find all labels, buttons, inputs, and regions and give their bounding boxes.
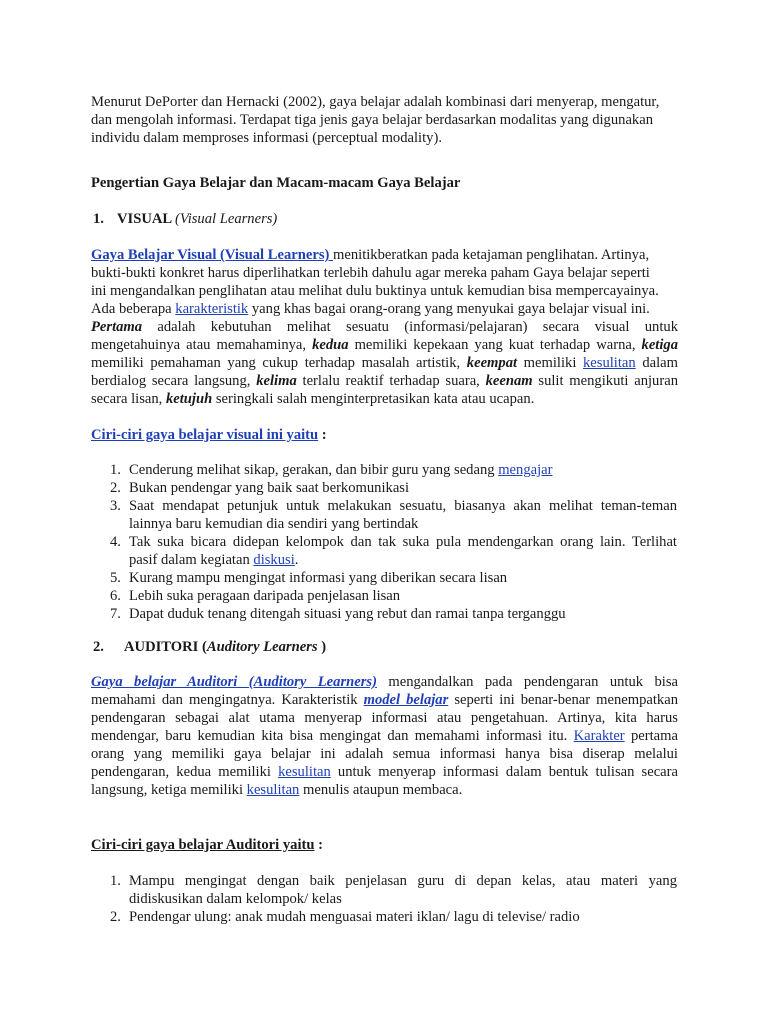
list-text: Saat mendapat petunjuk untuk melakukan sesuatu, biasanya akan melihat teman-teman — [129, 498, 677, 514]
visual-heading-title: VISUAL — [117, 211, 172, 227]
auditori-line-2 — [91, 691, 678, 709]
list-item — [110, 872, 677, 908]
list-number: 7. — [110, 606, 121, 622]
list-number: 6. — [110, 588, 121, 604]
diskusi-link[interactable]: diskusi — [253, 552, 295, 568]
list-number: 1. — [110, 462, 121, 478]
visual-ciri-heading — [91, 426, 678, 444]
list-item — [110, 908, 677, 926]
visual-line-5 — [91, 318, 678, 336]
list-text-line-2 — [129, 551, 677, 569]
visual-heading-number: 1. — [93, 211, 104, 227]
auditori-line-5: orang yang memiliki gaya belajar ini adalah semua informasi hanya bisa diserap melalui — [91, 746, 678, 762]
word-keempat: keempat — [466, 355, 518, 371]
list-item — [110, 569, 677, 587]
auditori-line-6-a: pendengaran, kedua memiliki — [91, 764, 279, 780]
list-number: 4. — [110, 534, 121, 550]
word-kedua: kedua — [312, 337, 349, 353]
auditori-line-2-b: seperti ini benar-benar menempatkan — [448, 692, 678, 708]
intro-paragraph — [91, 93, 678, 147]
auditori-heading-title: AUDITORI ( — [124, 639, 207, 655]
auditori-line-4 — [91, 727, 678, 745]
list-number: 3. — [110, 498, 121, 514]
list-text-line-2: didiskusikan dalam kelompok/ kelas — [129, 891, 342, 907]
visual-line-7-c: dalam — [635, 355, 678, 371]
intro-line-1: Menurut DePorter dan Hernacki (2002), gaya belajar adalah kombinasi dari menyerap, mengatur, — [91, 94, 660, 110]
visual-paragraph — [91, 246, 678, 408]
list-number: 5. — [110, 570, 121, 586]
visual-line-1-text: menitikberatkan pada ketajaman penglihatan. Artinya, — [333, 247, 650, 263]
visual-ciri-colon: : — [318, 427, 327, 443]
auditori-title-link[interactable]: Gaya belajar Auditori (Auditory Learners) — [91, 674, 377, 690]
visual-line-1 — [91, 246, 678, 264]
auditori-ciri-text: Ciri-ciri gaya belajar Auditori yaitu — [91, 837, 315, 853]
list-item — [110, 461, 677, 479]
auditori-heading-number: 2. — [93, 639, 104, 655]
list-text: Kurang mampu mengingat informasi yang diberikan secara lisan — [129, 570, 508, 586]
auditori-characteristics-list — [110, 872, 677, 926]
kesulitan-link-1[interactable]: kesulitan — [583, 355, 636, 371]
word-kelima: kelima — [256, 373, 297, 389]
list-text: Mampu mengingat dengan baik penjelasan guru di depan kelas, atau materi yang — [129, 873, 677, 889]
list-text: Tak suka bicara didepan kelompok dan tak suka pula mendengarkan orang lain. Terlihat — [129, 534, 677, 550]
intro-line-3: individu dalam memproses informasi (perceptual modality). — [91, 130, 442, 146]
list-text-line-2-a: pasif dalam kegiatan — [129, 552, 254, 568]
list-item — [110, 605, 677, 623]
visual-line-7-a: memiliki pemahaman yang cukup terhadap masalah artistik, — [91, 355, 467, 371]
visual-line-9-b: seringkali salah menginterpretasikan kata atau ucapan. — [212, 391, 535, 407]
model-belajar-link[interactable]: model belajar — [363, 692, 449, 708]
visual-title-link[interactable]: Gaya Belajar Visual (Visual Learners) — [91, 247, 334, 263]
auditori-line-4-b: pertama — [624, 728, 678, 744]
auditori-line-7-a: langsung, ketiga memiliki — [91, 782, 247, 798]
auditori-line-4-a: mendengar, baru kemudian kita bisa mengingat dan memahami informasi itu. — [91, 728, 574, 744]
visual-line-9-a: secara lisan, — [91, 391, 166, 407]
auditori-line-6 — [91, 763, 678, 781]
visual-heading-subtitle: (Visual Learners) — [175, 211, 278, 227]
word-pertama: Pertama — [91, 319, 143, 335]
auditori-paragraph — [91, 673, 678, 799]
list-item — [110, 533, 677, 569]
visual-line-3: ini mengandalkan penglihatan atau melihat dulu buktinya untuk kemudian bisa mempercayainya. — [91, 283, 659, 299]
visual-heading — [93, 210, 680, 228]
mengajar-link[interactable]: mengajar — [498, 462, 553, 478]
visual-line-6-a: mengetahuinya atau memahaminya, — [91, 337, 313, 353]
visual-line-9 — [91, 390, 678, 408]
visual-line-8-a: berdialog secara langsung, — [91, 373, 257, 389]
kesulitan-link-3[interactable]: kesulitan — [246, 782, 300, 798]
list-text-line-2: lainnya baru kemudian dia sendiri yang bertindak — [129, 516, 419, 532]
list-text: Pendengar ulung: anak mudah menguasai materi iklan/ lagu di televise/ radio — [129, 909, 580, 925]
auditori-heading — [93, 638, 680, 656]
list-text: Dapat duduk tenang ditengah situasi yang rebut dan ramai tanpa terganggu — [129, 606, 566, 622]
auditori-line-2-a: memahami dan mengingatnya. Karakteristik — [91, 692, 364, 708]
visual-line-2: bukti-bukti konkret harus diperlihatkan terlebih dahulu agar mereka paham Gaya belajar seperti — [91, 265, 650, 281]
list-text-line-2-b: . — [294, 552, 299, 568]
auditori-line-3: pendengaran sebagai alat utama menyerap informasi atau pengetahuan. Artinya, kita harus — [91, 710, 678, 726]
auditori-ciri-heading — [91, 836, 678, 854]
list-item — [110, 587, 677, 605]
list-item — [110, 497, 677, 533]
karakter-link[interactable]: Karakter — [573, 728, 625, 744]
visual-line-7 — [91, 354, 678, 372]
visual-line-8 — [91, 372, 678, 390]
visual-line-4-a: Ada beberapa — [91, 301, 176, 317]
visual-line-8-c: sulit mengikuti anjuran — [532, 373, 678, 389]
list-text: Lebih suka peragaan daripada penjelasan lisan — [129, 588, 401, 604]
kesulitan-link-2[interactable]: kesulitan — [278, 764, 331, 780]
karakteristik-link[interactable]: karakteristik — [175, 301, 249, 317]
auditori-line-7 — [91, 781, 678, 799]
visual-line-4-b: yang khas bagai orang-orang yang menyukai gaya belajar visual ini. — [248, 301, 650, 317]
section-title: Pengertian Gaya Belajar dan Macam-macam Gaya Belajar — [91, 175, 461, 191]
visual-line-8-b: terlalu reaktif terhadap suara, — [296, 373, 486, 389]
intro-line-2: dan mengolah informasi. Terdapat tiga jenis gaya belajar berdasarkan modalitas yang digunakan — [91, 112, 653, 128]
auditori-line-1-text: mengandalkan pada pendengaran untuk bisa — [376, 674, 678, 690]
list-item — [110, 479, 677, 497]
list-number: 1. — [110, 873, 121, 889]
word-ketiga: ketiga — [641, 337, 678, 353]
visual-line-4 — [91, 300, 678, 318]
visual-line-6 — [91, 336, 678, 354]
auditori-heading-subtitle: Auditory Learners — [206, 639, 318, 655]
auditori-heading-end: ) — [317, 639, 327, 655]
list-number: 2. — [110, 909, 121, 925]
visual-characteristics-list — [110, 461, 677, 623]
visual-line-5-text: adalah kebutuhan melihat sesuatu (informasi/pelajaran) secara visual untuk — [142, 319, 678, 335]
auditori-line-6-b: untuk menyerap informasi dalam bentuk tulisan secara — [330, 764, 678, 780]
list-text: Bukan pendengar yang baik saat berkomunikasi — [129, 480, 410, 496]
visual-ciri-link[interactable]: Ciri-ciri gaya belajar visual ini yaitu — [91, 427, 319, 443]
visual-line-6-b: memiliki kepekaan yang kuat terhadap warna, — [348, 337, 642, 353]
auditori-line-1 — [91, 673, 678, 691]
word-keenam: keenam — [485, 373, 533, 389]
auditori-ciri-colon: : — [314, 837, 323, 853]
word-ketujuh: ketujuh — [165, 391, 213, 407]
list-text: Cenderung melihat sikap, gerakan, dan bibir guru yang sedang — [129, 462, 499, 478]
list-number: 2. — [110, 480, 121, 496]
visual-line-7-b: memiliki — [517, 355, 583, 371]
auditori-line-7-b: menulis ataupun membaca. — [299, 782, 463, 798]
